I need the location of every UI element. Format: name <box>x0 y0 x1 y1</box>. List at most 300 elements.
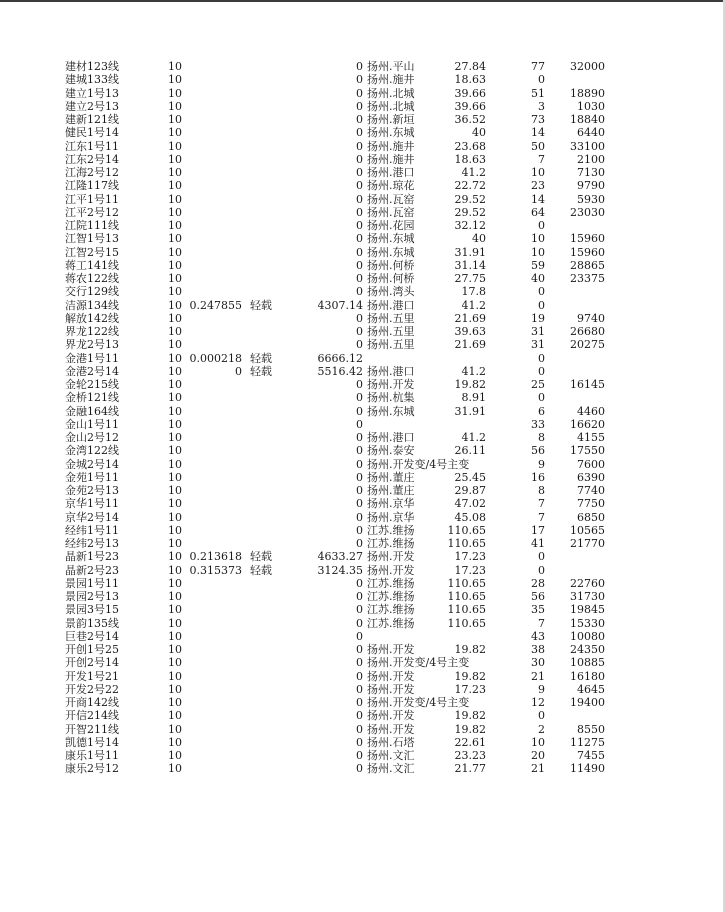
cell-d: 0 <box>356 497 363 511</box>
cell-f: 39.66 <box>454 99 486 113</box>
cell-f: 39.63 <box>454 325 486 338</box>
cell-a: 10 <box>168 258 182 272</box>
cell-e: 扬州.五里 <box>367 325 415 338</box>
table-row <box>0 590 725 603</box>
table-row <box>0 405 725 418</box>
cell-h: 28865 <box>570 258 605 272</box>
cell-a: 10 <box>168 762 182 776</box>
cell-e: 扬州.文汇 <box>367 749 415 762</box>
cell-name: 京华1号11 <box>65 497 119 511</box>
cell-g: 38 <box>531 643 545 656</box>
cell-f: 27.84 <box>454 60 486 73</box>
cell-name: 江智1号13 <box>65 232 119 246</box>
cell-e: 江苏.维扬 <box>367 603 415 617</box>
cell-e: 扬州.施井 <box>367 139 415 153</box>
table-row <box>0 643 725 656</box>
cell-d: 0 <box>356 603 363 617</box>
table-row <box>0 418 725 431</box>
cell-e: 扬州.开发 <box>367 563 415 577</box>
cell-f: 36.52 <box>454 113 486 126</box>
cell-d: 0 <box>356 523 363 537</box>
cell-g: 14 <box>531 126 545 140</box>
cell-h: 23030 <box>570 205 605 219</box>
cell-h: 18890 <box>570 86 605 100</box>
table-row <box>0 219 725 232</box>
table-row <box>0 166 725 179</box>
cell-d: 0 <box>356 166 363 179</box>
cell-f: 110.65 <box>447 523 486 537</box>
cell-e: 江苏.维扬 <box>367 576 415 590</box>
cell-d: 0 <box>356 470 363 484</box>
cell-d: 0 <box>356 682 363 696</box>
cell-name: 康乐1号11 <box>65 749 119 762</box>
cell-e: 扬州.京华 <box>367 510 415 524</box>
cell-e: 扬州.开发 <box>367 378 415 391</box>
cell-h: 9790 <box>577 179 605 193</box>
cell-f: 26.11 <box>454 444 486 458</box>
cell-name: 江院111线 <box>65 219 119 232</box>
cell-name: 开创2号14 <box>65 656 119 670</box>
cell-g: 0 <box>538 219 545 232</box>
cell-h: 4645 <box>577 682 605 696</box>
cell-f: 23.23 <box>454 749 486 762</box>
table-row <box>0 656 725 669</box>
cell-c: 轻载 <box>250 364 272 378</box>
cell-e: 扬州.五里 <box>367 311 415 325</box>
cell-h: 31730 <box>570 590 605 603</box>
cell-name: 晶新2号23 <box>65 563 119 577</box>
cell-h: 2100 <box>577 152 605 166</box>
cell-g: 30 <box>531 656 545 670</box>
cell-d: 0 <box>356 99 363 113</box>
cell-a: 10 <box>168 192 182 206</box>
cell-name: 经纬2号13 <box>65 537 119 550</box>
cell-h: 24350 <box>570 643 605 656</box>
cell-name: 经纬1号11 <box>65 523 119 537</box>
cell-e: 扬州.花园 <box>367 219 415 232</box>
cell-name: 开发2号22 <box>65 682 119 696</box>
cell-f: 39.66 <box>454 86 486 100</box>
cell-name: 金轮215线 <box>65 378 119 391</box>
cell-d: 0 <box>356 484 363 497</box>
cell-f: 31.91 <box>454 404 486 418</box>
cell-g: 50 <box>531 139 545 153</box>
cell-a: 10 <box>168 113 182 126</box>
cell-b: 0.000218 <box>189 351 242 365</box>
cell-h: 4460 <box>577 404 605 418</box>
cell-a: 10 <box>168 285 182 299</box>
cell-f: 17.23 <box>454 563 486 577</box>
cell-d: 0 <box>356 417 363 431</box>
cell-d: 0 <box>356 616 363 630</box>
cell-f: 17.23 <box>454 682 486 696</box>
cell-a: 10 <box>168 391 182 405</box>
cell-g: 35 <box>531 603 545 617</box>
cell-g: 21 <box>531 762 545 776</box>
cell-e: 扬州.北城 <box>367 86 415 100</box>
cell-d: 4633.27 <box>317 550 363 564</box>
cell-h: 19845 <box>570 603 605 617</box>
cell-a: 10 <box>168 444 182 458</box>
cell-d: 0 <box>356 152 363 166</box>
cell-d: 0 <box>356 245 363 259</box>
cell-g: 31 <box>531 325 545 338</box>
cell-name: 金苑1号11 <box>65 470 119 484</box>
cell-h: 7600 <box>577 457 605 471</box>
cell-f: 110.65 <box>447 590 486 603</box>
cell-name: 康乐2号12 <box>65 762 119 776</box>
cell-f: 17.8 <box>461 285 486 299</box>
cell-d: 0 <box>356 338 363 352</box>
cell-e: 扬州.开发 <box>367 669 415 683</box>
cell-e: 扬州.杭集 <box>367 391 415 405</box>
cell-f: 8.91 <box>461 391 486 405</box>
cell-f: 29.87 <box>454 484 486 497</box>
cell-f: 41.2 <box>461 298 486 312</box>
cell-a: 10 <box>168 497 182 511</box>
cell-a: 10 <box>168 590 182 603</box>
cell-name: 金城2号14 <box>65 457 119 471</box>
cell-a: 10 <box>168 338 182 352</box>
cell-f: 17.23 <box>454 550 486 564</box>
table-row <box>0 709 725 722</box>
cell-a: 10 <box>168 576 182 590</box>
cell-f: 27.75 <box>454 272 486 285</box>
cell-name: 景园1号11 <box>65 576 119 590</box>
cell-g: 9 <box>538 457 545 471</box>
cell-d: 0 <box>356 404 363 418</box>
table-row <box>0 126 725 139</box>
cell-a: 10 <box>168 523 182 537</box>
cell-name: 建城133线 <box>65 73 119 87</box>
cell-g: 6 <box>538 404 545 418</box>
cell-b: 0 <box>235 364 242 378</box>
cell-d: 0 <box>356 537 363 550</box>
cell-e: 扬州.五里 <box>367 338 415 352</box>
table-row <box>0 458 725 471</box>
cell-name: 巨巷2号14 <box>65 629 119 643</box>
cell-d: 0 <box>356 60 363 73</box>
table-row <box>0 259 725 272</box>
cell-e: 扬州.开发变/4号主变 <box>367 696 470 709</box>
cell-name: 建材123线 <box>65 60 119 73</box>
cell-e: 扬州.董庄 <box>367 470 415 484</box>
cell-h: 19400 <box>570 696 605 709</box>
cell-f: 47.02 <box>454 497 486 511</box>
cell-g: 31 <box>531 338 545 352</box>
cell-e: 扬州.港口 <box>367 298 415 312</box>
cell-d: 6666.12 <box>317 351 363 365</box>
cell-a: 10 <box>168 245 182 259</box>
cell-a: 10 <box>168 179 182 193</box>
cell-name: 蒋农122线 <box>65 272 119 285</box>
cell-h: 1030 <box>577 99 605 113</box>
table-row <box>0 299 725 312</box>
cell-d: 0 <box>356 669 363 683</box>
cell-g: 0 <box>538 550 545 564</box>
table-row <box>0 471 725 484</box>
cell-a: 10 <box>168 484 182 497</box>
cell-h: 33100 <box>570 139 605 153</box>
cell-e: 江苏.维扬 <box>367 590 415 603</box>
cell-d: 0 <box>356 696 363 709</box>
cell-name: 建立1号13 <box>65 86 119 100</box>
cell-g: 10 <box>531 232 545 246</box>
cell-e: 扬州.港口 <box>367 364 415 378</box>
cell-f: 18.63 <box>454 152 486 166</box>
cell-f: 23.68 <box>454 139 486 153</box>
table-row <box>0 577 725 590</box>
cell-a: 10 <box>168 550 182 564</box>
cell-g: 10 <box>531 166 545 179</box>
cell-e: 扬州.港口 <box>367 166 415 179</box>
cell-a: 10 <box>168 298 182 312</box>
cell-a: 10 <box>168 126 182 140</box>
cell-f: 40 <box>472 126 486 140</box>
cell-f: 19.82 <box>454 669 486 683</box>
cell-g: 25 <box>531 378 545 391</box>
cell-g: 41 <box>531 537 545 550</box>
cell-f: 22.72 <box>454 179 486 193</box>
cell-name: 江平2号12 <box>65 205 119 219</box>
table-row <box>0 391 725 404</box>
cell-f: 110.65 <box>447 576 486 590</box>
table-row <box>0 272 725 285</box>
cell-name: 界龙2号13 <box>65 338 119 352</box>
cell-name: 晶新1号23 <box>65 550 119 564</box>
cell-g: 0 <box>538 391 545 405</box>
cell-g: 8 <box>538 431 545 444</box>
table-row <box>0 762 725 775</box>
cell-h: 16180 <box>570 669 605 683</box>
cell-e: 江苏.维扬 <box>367 537 415 550</box>
cell-g: 59 <box>531 258 545 272</box>
table-row <box>0 630 725 643</box>
cell-f: 22.61 <box>454 735 486 749</box>
cell-e: 扬州.瓦窑 <box>367 205 415 219</box>
cell-a: 10 <box>168 404 182 418</box>
cell-g: 0 <box>538 298 545 312</box>
table-row <box>0 537 725 550</box>
cell-d: 0 <box>356 192 363 206</box>
cell-h: 17550 <box>570 444 605 458</box>
cell-e: 扬州.何桥 <box>367 272 415 285</box>
cell-b: 0.247855 <box>189 298 242 312</box>
cell-name: 建立2号13 <box>65 99 119 113</box>
cell-g: 0 <box>538 351 545 365</box>
cell-d: 0 <box>356 722 363 736</box>
cell-g: 0 <box>538 364 545 378</box>
cell-e: 扬州.施井 <box>367 73 415 87</box>
cell-a: 10 <box>168 537 182 550</box>
cell-h: 20275 <box>570 338 605 352</box>
cell-d: 0 <box>356 113 363 126</box>
cell-f: 19.82 <box>454 709 486 723</box>
cell-g: 19 <box>531 311 545 325</box>
cell-a: 10 <box>168 563 182 577</box>
cell-name: 金山1号11 <box>65 417 119 431</box>
cell-f: 29.52 <box>454 192 486 206</box>
cell-e: 扬州.开发 <box>367 550 415 564</box>
cell-e: 扬州.平山 <box>367 60 415 73</box>
cell-e: 扬州.港口 <box>367 431 415 444</box>
table-row <box>0 696 725 709</box>
cell-g: 16 <box>531 470 545 484</box>
cell-d: 0 <box>356 457 363 471</box>
table-row <box>0 603 725 616</box>
cell-name: 金融164线 <box>65 404 119 418</box>
cell-name: 景园2号13 <box>65 590 119 603</box>
cell-name: 京华2号14 <box>65 510 119 524</box>
cell-h: 21770 <box>570 537 605 550</box>
cell-f: 29.52 <box>454 205 486 219</box>
table-row <box>0 60 725 73</box>
table-row <box>0 736 725 749</box>
cell-h: 16620 <box>570 417 605 431</box>
cell-f: 41.2 <box>461 166 486 179</box>
table-row <box>0 444 725 457</box>
cell-h: 5930 <box>577 192 605 206</box>
cell-g: 21 <box>531 669 545 683</box>
table-row <box>0 312 725 325</box>
table-row <box>0 564 725 577</box>
cell-name: 凯德1号14 <box>65 735 119 749</box>
table-row <box>0 153 725 166</box>
cell-h: 11275 <box>570 735 605 749</box>
cell-a: 10 <box>168 311 182 325</box>
cell-name: 景园3号15 <box>65 603 119 617</box>
top-border <box>0 0 725 2</box>
cell-a: 10 <box>168 73 182 87</box>
cell-g: 14 <box>531 192 545 206</box>
table-row <box>0 511 725 524</box>
cell-d: 0 <box>356 590 363 603</box>
table-row <box>0 431 725 444</box>
table-row <box>0 484 725 497</box>
cell-a: 10 <box>168 656 182 670</box>
cell-d: 0 <box>356 431 363 444</box>
cell-a: 10 <box>168 272 182 285</box>
cell-f: 21.69 <box>454 338 486 352</box>
cell-d: 0 <box>356 73 363 87</box>
table-row <box>0 246 725 259</box>
cell-a: 10 <box>168 510 182 524</box>
cell-d: 0 <box>356 444 363 458</box>
cell-g: 51 <box>531 86 545 100</box>
cell-name: 金港2号14 <box>65 364 119 378</box>
table-row <box>0 365 725 378</box>
cell-h: 10885 <box>570 656 605 670</box>
cell-d: 0 <box>356 219 363 232</box>
cell-c: 轻载 <box>250 550 272 564</box>
table-row <box>0 232 725 245</box>
cell-f: 110.65 <box>447 603 486 617</box>
cell-f: 19.82 <box>454 643 486 656</box>
cell-a: 10 <box>168 86 182 100</box>
cell-a: 10 <box>168 682 182 696</box>
cell-h: 4155 <box>577 431 605 444</box>
cell-f: 18.63 <box>454 73 486 87</box>
cell-e: 扬州.开发 <box>367 709 415 723</box>
cell-d: 0 <box>356 749 363 762</box>
cell-e: 江苏.维扬 <box>367 616 415 630</box>
cell-e: 扬州.开发变/4号主变 <box>367 457 470 471</box>
table-row <box>0 179 725 192</box>
cell-f: 45.08 <box>454 510 486 524</box>
cell-name: 江智2号15 <box>65 245 119 259</box>
cell-d: 0 <box>356 510 363 524</box>
cell-e: 扬州.东城 <box>367 404 415 418</box>
table-row <box>0 113 725 126</box>
cell-d: 3124.35 <box>317 563 363 577</box>
cell-g: 0 <box>538 709 545 723</box>
cell-a: 10 <box>168 351 182 365</box>
cell-d: 0 <box>356 378 363 391</box>
cell-h: 15960 <box>570 245 605 259</box>
cell-f: 25.45 <box>454 470 486 484</box>
cell-a: 10 <box>168 735 182 749</box>
cell-g: 43 <box>531 629 545 643</box>
cell-e: 扬州.东城 <box>367 232 415 246</box>
cell-b: 0.213618 <box>189 550 242 564</box>
cell-e: 扬州.施井 <box>367 152 415 166</box>
cell-f: 41.2 <box>461 364 486 378</box>
table-row <box>0 497 725 510</box>
table-row <box>0 683 725 696</box>
cell-a: 10 <box>168 709 182 723</box>
cell-d: 0 <box>356 258 363 272</box>
cell-f: 110.65 <box>447 537 486 550</box>
table-row <box>0 325 725 338</box>
cell-a: 10 <box>168 629 182 643</box>
cell-g: 0 <box>538 285 545 299</box>
cell-a: 10 <box>168 616 182 630</box>
cell-f: 19.82 <box>454 722 486 736</box>
cell-g: 0 <box>538 563 545 577</box>
cell-b: 0.315373 <box>189 563 242 577</box>
cell-a: 10 <box>168 669 182 683</box>
cell-g: 56 <box>531 444 545 458</box>
cell-g: 0 <box>538 73 545 87</box>
cell-d: 0 <box>356 86 363 100</box>
cell-a: 10 <box>168 205 182 219</box>
cell-a: 10 <box>168 417 182 431</box>
cell-d: 0 <box>356 285 363 299</box>
cell-g: 20 <box>531 749 545 762</box>
cell-g: 7 <box>538 510 545 524</box>
cell-a: 10 <box>168 378 182 391</box>
cell-a: 10 <box>168 152 182 166</box>
cell-d: 0 <box>356 232 363 246</box>
cell-h: 16145 <box>570 378 605 391</box>
table-row <box>0 550 725 563</box>
cell-g: 17 <box>531 523 545 537</box>
cell-h: 9740 <box>577 311 605 325</box>
cell-g: 10 <box>531 735 545 749</box>
cell-name: 洁源134线 <box>65 298 119 312</box>
cell-a: 10 <box>168 232 182 246</box>
cell-name: 开信214线 <box>65 709 119 723</box>
cell-a: 10 <box>168 643 182 656</box>
cell-e: 扬州.东城 <box>367 126 415 140</box>
cell-e: 扬州.东城 <box>367 245 415 259</box>
cell-name: 金港1号11 <box>65 351 119 365</box>
cell-a: 10 <box>168 139 182 153</box>
cell-h: 6850 <box>577 510 605 524</box>
cell-name: 解放142线 <box>65 311 119 325</box>
cell-d: 0 <box>356 391 363 405</box>
cell-d: 0 <box>356 576 363 590</box>
